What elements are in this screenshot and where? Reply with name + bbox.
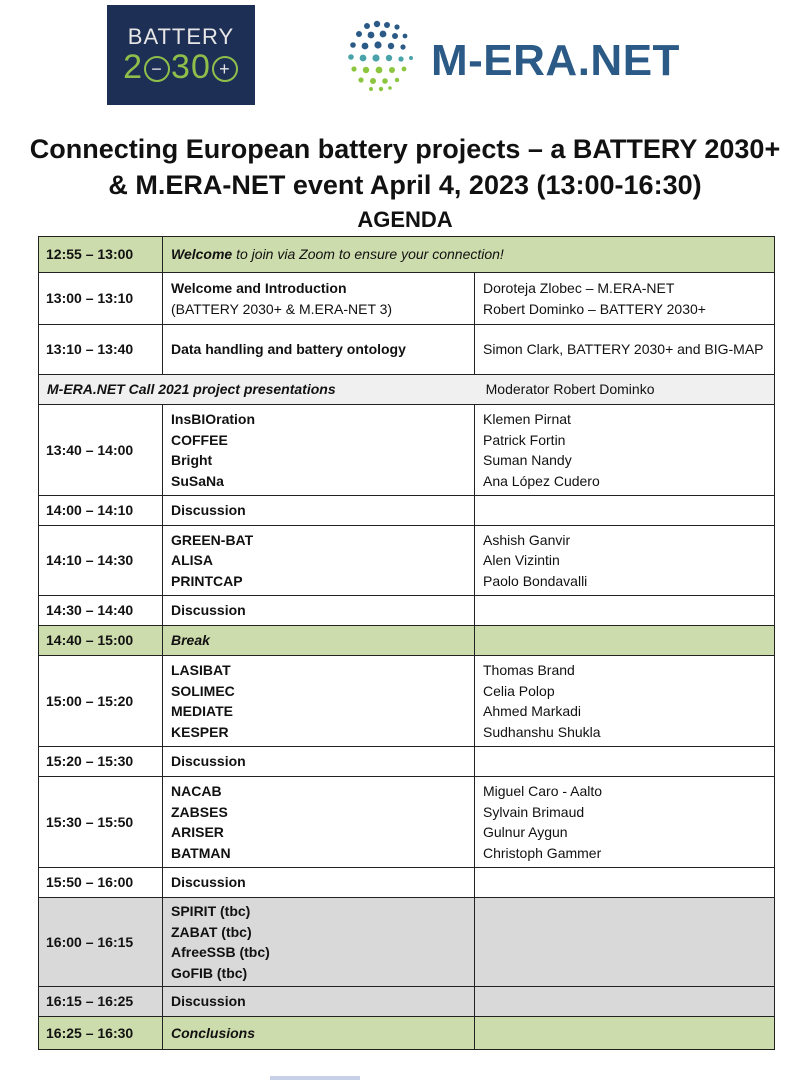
time-cell: 15:50 – 16:00 — [39, 868, 163, 898]
item-cell — [163, 596, 475, 626]
break-label: Break — [171, 632, 210, 649]
project-name: ZABSES — [171, 803, 228, 820]
conclusions-label: Conclusions — [171, 1024, 256, 1041]
speaker: Patrick Fortin — [483, 431, 566, 448]
battery-logo-plus: + — [212, 56, 238, 82]
section-row — [39, 375, 775, 405]
agenda-row — [39, 325, 775, 375]
speaker: Ana López Cudero — [483, 472, 600, 489]
item-cell — [163, 868, 475, 898]
item-cell — [163, 747, 475, 777]
battery-2030-logo — [107, 5, 255, 105]
project-name: SPIRIT (tbc) — [171, 903, 251, 919]
project-name: ZABAT (tbc) — [171, 923, 252, 940]
speaker-cell — [475, 325, 775, 375]
project-name: LASIBAT — [171, 662, 231, 678]
time-cell: 14:40 – 15:00 — [39, 626, 163, 656]
speaker: Robert Dominko – BATTERY 2030+ — [483, 300, 706, 317]
mera-logo-text: M-ERA.NET — [431, 36, 680, 85]
section-cell — [39, 375, 775, 405]
project-name: GoFIB (tbc) — [171, 964, 248, 981]
speaker-cell — [475, 1017, 775, 1050]
agenda-row — [39, 496, 775, 526]
page-title — [0, 131, 810, 203]
item-title: Discussion — [171, 502, 246, 519]
project-name: PRINTCAP — [171, 572, 243, 589]
item-title: Discussion — [171, 993, 246, 1010]
speaker: Gulnur Aygun — [483, 824, 568, 840]
battery-logo-minus: − — [144, 56, 170, 82]
time-cell: 14:30 – 14:40 — [39, 596, 163, 626]
item-cell — [163, 325, 475, 375]
speaker-cell — [475, 868, 775, 898]
time-cell: 13:10 – 13:40 — [39, 325, 163, 375]
time-cell: 13:40 – 14:00 — [39, 405, 163, 496]
battery-logo-30: 30 — [171, 48, 211, 86]
item-subtitle: (BATTERY 2030+ & M.ERA-NET 3) — [171, 300, 393, 317]
item-cell — [163, 405, 475, 496]
time-cell: 15:20 – 15:30 — [39, 747, 163, 777]
speaker-cell — [475, 747, 775, 777]
speaker: Celia Polop — [483, 682, 555, 699]
speaker: Suman Nandy — [483, 452, 572, 468]
time-cell: 16:15 – 16:25 — [39, 987, 163, 1017]
speaker: Doroteja Zlobec – M.ERA-NET — [483, 280, 675, 296]
time-cell: 16:00 – 16:15 — [39, 898, 163, 987]
speaker: Miguel Caro - Aalto — [483, 783, 603, 799]
speaker: Klemen Pirnat — [483, 411, 571, 427]
agenda-row — [39, 1017, 775, 1050]
agenda-row — [39, 777, 775, 868]
mera-globe-icon — [345, 18, 425, 93]
battery-logo-2: 2 — [123, 48, 144, 86]
project-name: GREEN-BAT — [171, 531, 254, 548]
welcome-cell — [163, 237, 775, 273]
speaker-cell — [475, 596, 775, 626]
project-name: COFFEE — [171, 431, 228, 448]
time-cell: 15:00 – 15:20 — [39, 656, 163, 747]
time-cell: 16:25 – 16:30 — [39, 1017, 163, 1050]
time-cell: 14:00 – 14:10 — [39, 496, 163, 526]
item-title: Discussion — [171, 874, 246, 891]
speaker: Sylvain Brimaud — [483, 803, 585, 820]
agenda-row — [39, 626, 775, 656]
item-cell — [163, 777, 475, 868]
project-name: SOLIMEC — [171, 682, 235, 699]
project-name: KESPER — [171, 723, 229, 740]
agenda-heading: AGENDA — [357, 207, 453, 232]
project-name: InsBIOration — [171, 411, 256, 427]
title-line-1: Connecting European battery projects – a BATTERY 2030+ — [29, 134, 781, 164]
item-cell — [163, 273, 475, 325]
agenda-row — [39, 526, 775, 596]
speaker-cell — [475, 273, 775, 325]
item-title: Discussion — [171, 602, 246, 619]
project-name: NACAB — [171, 783, 222, 799]
project-name: ARISER — [171, 824, 224, 840]
speaker: Thomas Brand — [483, 662, 575, 678]
time-cell: 15:30 – 15:50 — [39, 777, 163, 868]
item-title: Welcome and Introduction — [171, 280, 347, 296]
agenda-table — [38, 236, 775, 1050]
item-cell — [163, 898, 475, 987]
time-cell: 12:55 – 13:00 — [39, 237, 163, 273]
moderator: Moderator Robert Dominko — [485, 381, 655, 398]
project-name: SuSaNa — [171, 472, 224, 489]
agenda-row — [39, 656, 775, 747]
speaker-cell — [475, 496, 775, 526]
agenda-row — [39, 898, 775, 987]
speaker-cell — [475, 898, 775, 987]
speaker: Ashish Ganvir — [483, 531, 571, 548]
speaker-cell — [475, 777, 775, 868]
agenda-row — [39, 987, 775, 1017]
agenda-row — [39, 273, 775, 325]
item-cell — [163, 1017, 475, 1050]
agenda-row — [39, 596, 775, 626]
item-cell — [163, 526, 475, 596]
section-label: M-ERA.NET Call 2021 project presentations — [47, 381, 336, 398]
agenda-row — [39, 747, 775, 777]
speaker: Alen Vizintin — [483, 552, 560, 569]
project-name: Bright — [171, 452, 213, 468]
agenda-row — [39, 868, 775, 898]
project-name: MEDIATE — [171, 703, 233, 719]
speaker-cell — [475, 526, 775, 596]
battery-logo-top: BATTERY — [127, 24, 235, 49]
speaker: Christoph Gammer — [483, 844, 602, 861]
item-title: Data handling and battery ontology — [171, 341, 406, 358]
project-name: AfreeSSB (tbc) — [171, 944, 270, 960]
project-name: BATMAN — [171, 844, 231, 861]
item-cell — [163, 987, 475, 1017]
title-line-2: & M.ERA-NET event April 4, 2023 (13:00-16:30) — [108, 170, 702, 200]
speaker: Paolo Bondavalli — [483, 572, 588, 589]
item-cell — [163, 626, 475, 656]
speaker-cell — [475, 626, 775, 656]
time-cell: 13:00 – 13:10 — [39, 273, 163, 325]
time-cell: 14:10 – 14:30 — [39, 526, 163, 596]
welcome-rest: to join via Zoom to ensure your connection! — [232, 246, 504, 263]
mera-net-logo — [345, 18, 715, 93]
item-cell — [163, 656, 475, 747]
agenda-row — [39, 237, 775, 273]
bottom-scroll-indicator — [270, 1076, 360, 1080]
speaker: Simon Clark, BATTERY 2030+ and BIG-MAP — [483, 341, 764, 358]
battery-logo-bottom — [107, 49, 255, 85]
welcome-bold: Welcome — [171, 246, 233, 263]
speaker: Ahmed Markadi — [483, 703, 582, 719]
project-name: ALISA — [171, 552, 213, 569]
speaker-cell — [475, 656, 775, 747]
speaker: Sudhanshu Shukla — [483, 723, 601, 740]
item-title: Discussion — [171, 753, 246, 770]
item-cell — [163, 496, 475, 526]
agenda-row — [39, 405, 775, 496]
speaker-cell — [475, 987, 775, 1017]
speaker-cell — [475, 405, 775, 496]
